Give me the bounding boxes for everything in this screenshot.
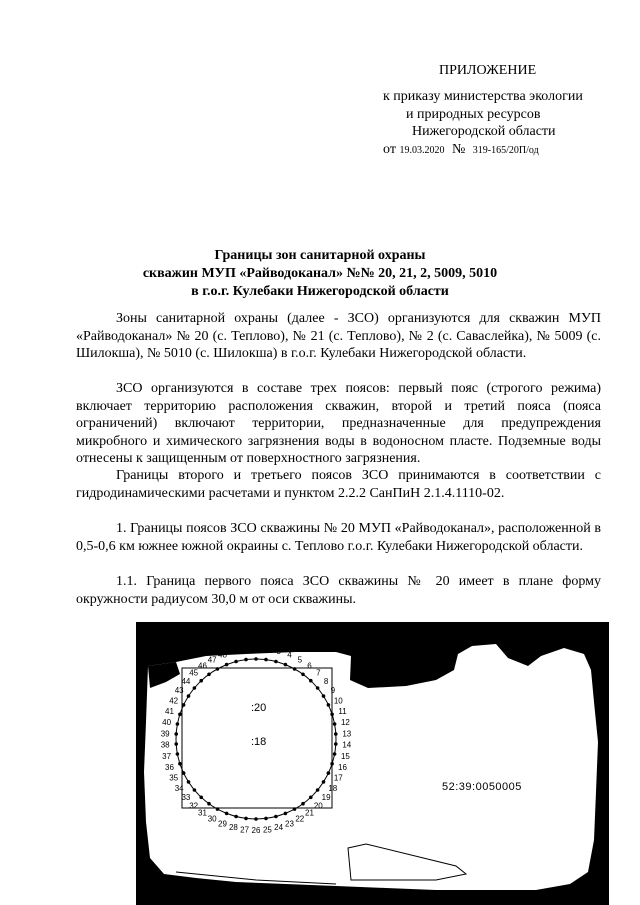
boundary-point-marker (264, 817, 268, 821)
boundary-point-number: 20 (313, 801, 323, 811)
boundary-point-marker (301, 673, 305, 677)
boundary-point-number: 15 (340, 752, 350, 762)
boundary-point-marker (187, 780, 191, 784)
order-number: 319-165/20П/од (472, 145, 539, 156)
boundary-point-marker (174, 732, 178, 736)
boundary-point-number: 6 (307, 661, 312, 671)
boundary-point-marker (216, 807, 220, 811)
boundary-point-number: 49 (228, 646, 238, 656)
boundary-point-number: 39 (160, 729, 170, 739)
boundary-point-marker (330, 762, 334, 766)
boundary-point-marker (274, 660, 278, 664)
boundary-point-number: 5 (297, 655, 303, 665)
boundary-point-marker (254, 817, 258, 821)
boundary-point-number: 50 (240, 644, 250, 654)
zone-map-image (136, 622, 609, 905)
boundary-point-number: 14 (342, 740, 352, 750)
boundary-point-number: 46 (198, 661, 207, 671)
boundary-point-number: 48 (218, 650, 227, 660)
boundary-point-marker (187, 694, 191, 698)
boundary-point-number: 1 (253, 644, 259, 653)
boundary-point-number: 36 (165, 763, 174, 773)
boundary-point-marker (178, 713, 182, 717)
well-20-label: :20 (251, 702, 267, 714)
boundary-point-number: 27 (240, 825, 250, 835)
boundary-point-number: 43 (174, 686, 184, 696)
boundary-point-number: 33 (181, 793, 191, 802)
boundary-point-number: 16 (338, 763, 347, 773)
boundary-point-number: 31 (198, 808, 207, 818)
document-title-line2: скважин МУП «Райводоканал» №№ 20, 21, 2, 5009, 5010 (142, 266, 498, 281)
boundary-point-marker (301, 802, 305, 806)
boundary-point-marker (293, 667, 297, 671)
boundary-point-marker (322, 694, 326, 698)
boundary-point-marker (284, 663, 288, 667)
boundary-point-marker (309, 796, 313, 800)
boundary-point-marker (333, 752, 337, 756)
boundary-point-number: 21 (305, 808, 314, 818)
boundary-point-number: 4 (287, 650, 292, 660)
boundary-point-marker (176, 752, 180, 756)
order-reference-line3: Нижегородской области (412, 124, 556, 139)
boundary-point-number: 30 (207, 814, 217, 824)
well-18-label: :18 (251, 736, 267, 748)
boundary-point-number: 41 (165, 706, 174, 716)
boundary-point-marker (199, 679, 203, 683)
order-date: 19.03.2020 (399, 145, 445, 156)
number-sign: № (451, 142, 466, 157)
boundary-point-marker (264, 658, 268, 662)
boundary-point-number: 11 (338, 706, 347, 716)
boundary-point-marker (316, 686, 320, 690)
boundary-point-number: 17 (333, 773, 343, 783)
order-reference-line1: к приказу министерства экологии (383, 89, 583, 104)
boundary-point-marker (327, 771, 331, 775)
appendix-heading: ПРИЛОЖЕНИЕ (439, 63, 537, 78)
boundary-point-marker (207, 802, 211, 806)
boundary-point-number: 19 (321, 793, 331, 802)
boundary-point-marker (234, 660, 238, 664)
boundary-point-marker (274, 815, 278, 819)
boundary-point-number: 42 (169, 696, 179, 706)
boundary-point-marker (207, 673, 211, 677)
boundary-point-number: 18 (328, 783, 338, 793)
boundary-point-marker (284, 812, 288, 816)
boundary-point-number: 35 (169, 773, 179, 783)
boundary-point-marker (309, 679, 313, 683)
boundary-point-marker (193, 686, 197, 690)
boundary-point-marker (182, 703, 186, 707)
boundary-point-number: 9 (330, 686, 336, 696)
boundary-point-number: 26 (251, 826, 261, 835)
boundary-point-number: 7 (316, 668, 321, 678)
paragraph-calculations: Границы второго и третьего поясов ЗСО принимаются в соответствии с гидродинамическими расчетами и пунктом 2.2.2 СанПиН 2.1.4.1110-02. (76, 468, 601, 501)
paragraph-intro: Зоны санитарной охраны (далее - ЗСО) организуются для скважин МУП «Райводоканал» № 20 (с. Теплово), № 21 (с. Теплово), № 2 (с. Саваслейка), № 5009 (с. Шилокша), № 5010 (с. Шилокша) в г.о.г. Кулебаки Нижегородской области. (76, 311, 601, 361)
paragraph-belts: ЗСО организуются в составе трех поясов: первый пояс (строгого режима) включает территорию расположения скважин, второй и третий пояса (пояса ограничений) включают территории, предназначенные для предупреждения микробного и химического загрязнения воды в водоносном пласте. Подземные воды отнесены к защищенным от поверхностного загрязнения. (76, 381, 601, 466)
boundary-point-marker (225, 812, 229, 816)
zone-map-svg (136, 622, 609, 905)
section-1-heading: 1. Границы поясов ЗСО скважины № 20 МУП «Райводоканал», расположенной в 0,5-0,6 км южнее южной окраины с. Теплово г.о.г. Кулебаки Нижегородской области. (76, 521, 601, 554)
boundary-point-number: 24 (274, 823, 284, 833)
document-title-line3: в г.о.г. Кулебаки Нижегородской области (191, 284, 449, 299)
boundary-point-number: 44 (181, 677, 191, 686)
boundary-point-marker (199, 796, 203, 800)
boundary-point-marker (182, 771, 186, 775)
boundary-point-number: 3 (276, 646, 281, 656)
boundary-point-number: 37 (162, 752, 172, 762)
boundary-point-number: 22 (295, 814, 305, 824)
boundary-point-number: 2 (265, 644, 270, 654)
boundary-point-number: 28 (228, 823, 238, 833)
boundary-point-number: 32 (189, 801, 199, 811)
boundary-point-number: 29 (218, 819, 227, 829)
boundary-point-marker (333, 722, 337, 726)
boundary-point-marker (293, 807, 297, 811)
boundary-point-marker (334, 732, 338, 736)
boundary-point-marker (327, 703, 331, 707)
document-title-line1: Границы зон санитарной охраны (214, 248, 426, 263)
boundary-point-number: 34 (174, 783, 184, 793)
boundary-point-number: 47 (207, 655, 217, 665)
boundary-point-marker (316, 788, 320, 792)
boundary-point-number: 23 (285, 819, 294, 829)
boundary-point-number: 38 (160, 740, 170, 750)
boundary-point-number: 12 (340, 717, 350, 727)
boundary-point-marker (178, 762, 182, 766)
boundary-point-marker (193, 788, 197, 792)
boundary-point-number: 8 (323, 677, 329, 686)
boundary-point-marker (176, 722, 180, 726)
boundary-point-marker (322, 780, 326, 784)
cadastral-number-label: 52:39:0050005 (442, 781, 522, 793)
boundary-point-marker (225, 663, 229, 667)
boundary-point-number: 40 (162, 717, 172, 727)
boundary-point-marker (174, 742, 178, 746)
boundary-point-number: 10 (333, 696, 343, 706)
date-prefix: от (383, 142, 396, 157)
order-date-line (383, 141, 539, 159)
boundary-point-marker (244, 817, 248, 821)
boundary-point-number: 13 (342, 729, 352, 739)
boundary-point-marker (244, 658, 248, 662)
boundary-point-marker (330, 713, 334, 717)
boundary-point-marker (254, 657, 258, 661)
boundary-point-marker (234, 815, 238, 819)
section-1-1-text: 1.1. Граница первого пояса ЗСО скважины № 20 имеет в плане форму окружности радиусом 30,0 м от оси скважины. (76, 574, 601, 607)
boundary-point-number: 45 (189, 668, 199, 678)
boundary-point-marker (334, 742, 338, 746)
boundary-point-number: 25 (262, 825, 272, 835)
boundary-point-marker (216, 667, 220, 671)
order-reference-line2: и природных ресурсов (406, 107, 541, 122)
